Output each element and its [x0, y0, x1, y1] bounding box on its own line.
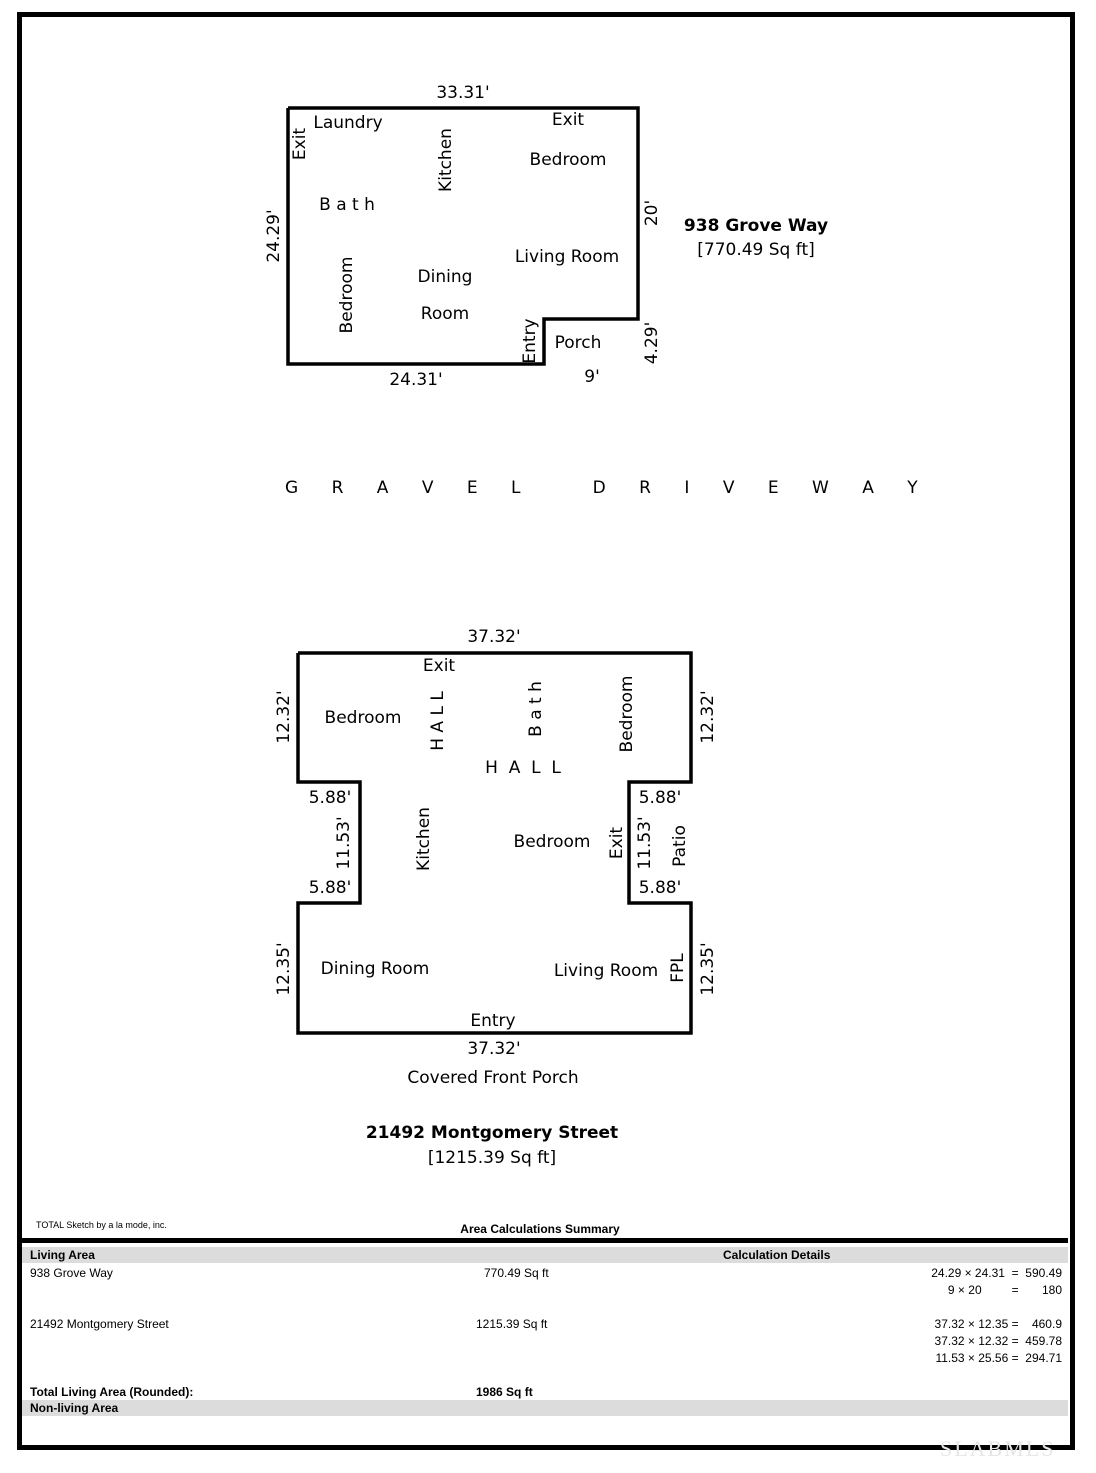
b2-area: [1215.39 Sq ft]	[427, 1148, 557, 1168]
b2-dim-left-mid: 11.53'	[334, 816, 354, 870]
b1-kitchen: Kitchen	[436, 128, 456, 192]
b1-porch: Porch	[554, 333, 602, 353]
b2-bedroom-center: Bedroom	[513, 832, 591, 852]
b2-hall-horizontal: H A L L	[485, 758, 561, 778]
b1-laundry: Laundry	[313, 113, 383, 133]
b2-dim-right-upper: 12.32'	[698, 690, 718, 744]
b1-dim-right-upper: 20'	[642, 199, 662, 227]
calculation-details-header: Calculation Details	[723, 1248, 831, 1262]
b1-living-room: Living Room	[514, 247, 620, 267]
b1-bedroom-w: Bedroom	[337, 256, 357, 334]
b1-bedroom-ne: Bedroom	[529, 150, 607, 170]
total-living-area-label: Total Living Area (Rounded):	[30, 1385, 194, 1399]
b1-area: [770.49 Sq ft]	[697, 240, 815, 260]
b2-bath: B a t h	[526, 681, 546, 737]
living-area-header: Living Area	[30, 1248, 95, 1262]
b2-bedroom-ne: Bedroom	[617, 675, 637, 753]
b2-dim-left-step-top: 5.88'	[308, 788, 352, 808]
b2-living-room: Living Room	[553, 961, 659, 981]
area-calculations-table	[22, 1238, 1068, 1433]
b2-dim-bottom: 37.32'	[467, 1039, 521, 1059]
b2-dim-left-upper: 12.32'	[274, 690, 294, 744]
table-row-calc: 9 × 20 = 180	[947, 1283, 1062, 1297]
gravel-driveway-label: G R A V E L D R I V E W A Y	[285, 478, 932, 498]
table-row-name: 938 Grove Way	[30, 1266, 113, 1280]
table-header-bar	[22, 1247, 1068, 1263]
b2-dim-top: 37.32'	[467, 627, 521, 647]
b1-dim-bottom-right: 9'	[584, 367, 600, 387]
table-row-calc: 24.29 × 24.31 = 590.49	[931, 1266, 1062, 1280]
b2-dim-left-lower: 12.35'	[274, 942, 294, 996]
b1-dining: Dining	[417, 267, 473, 287]
area-summary-title: Area Calculations Summary	[460, 1222, 620, 1236]
b2-entry: Entry	[470, 1011, 516, 1031]
table-row-calc: 37.32 × 12.35 = 460.9	[934, 1317, 1062, 1331]
b2-dim-right-step-top: 5.88'	[638, 788, 682, 808]
b1-exit-top: Exit	[551, 110, 585, 130]
b2-exit-right: Exit	[607, 826, 627, 860]
b2-exit-top: Exit	[422, 656, 456, 676]
b2-dim-right-mid: 11.53'	[635, 816, 655, 870]
table-row-calc: 11.53 × 25.56 = 294.71	[935, 1351, 1062, 1365]
table-row-calc: 37.32 × 12.32 = 459.78	[934, 1334, 1062, 1348]
table-row-area: 770.49 Sq ft	[484, 1266, 549, 1280]
total-living-area-value: 1986 Sq ft	[476, 1385, 533, 1399]
b2-patio: Patio	[670, 825, 690, 867]
b2-dining-room: Dining Room	[320, 959, 430, 979]
b2-bedroom-nw: Bedroom	[324, 708, 402, 728]
watermark-logo: SLABMLS	[940, 1436, 1056, 1461]
b2-kitchen: Kitchen	[414, 807, 434, 871]
b2-dim-right-lower: 12.35'	[698, 942, 718, 996]
table-row-name: 21492 Montgomery Street	[30, 1317, 169, 1331]
b1-dim-left: 24.29'	[264, 209, 284, 263]
table-row-area: 1215.39 Sq ft	[476, 1317, 548, 1331]
b1-dim-top: 33.31'	[436, 83, 490, 103]
b2-hall-vertical: H A L L	[428, 691, 448, 751]
b1-entry: Entry	[520, 318, 540, 364]
b1-room: Room	[420, 304, 470, 324]
b1-dim-bottom-left: 24.31'	[389, 370, 443, 390]
b1-title: 938 Grove Way	[683, 216, 829, 236]
b2-title: 21492 Montgomery Street	[365, 1123, 619, 1143]
b2-covered-porch: Covered Front Porch	[407, 1068, 579, 1088]
b1-exit-left: Exit	[290, 127, 310, 161]
b1-bath: B a t h	[319, 195, 375, 215]
non-living-area-header: Non-living Area	[30, 1401, 119, 1415]
b2-dim-left-step-bottom: 5.88'	[308, 878, 352, 898]
sketch-credit: TOTAL Sketch by a la mode, inc.	[36, 1220, 167, 1230]
b2-dim-right-step-bottom: 5.88'	[638, 878, 682, 898]
b1-dim-right-lower: 4.29'	[642, 321, 662, 365]
b2-fpl: FPL	[668, 953, 688, 983]
non-living-header-bar	[22, 1400, 1068, 1416]
